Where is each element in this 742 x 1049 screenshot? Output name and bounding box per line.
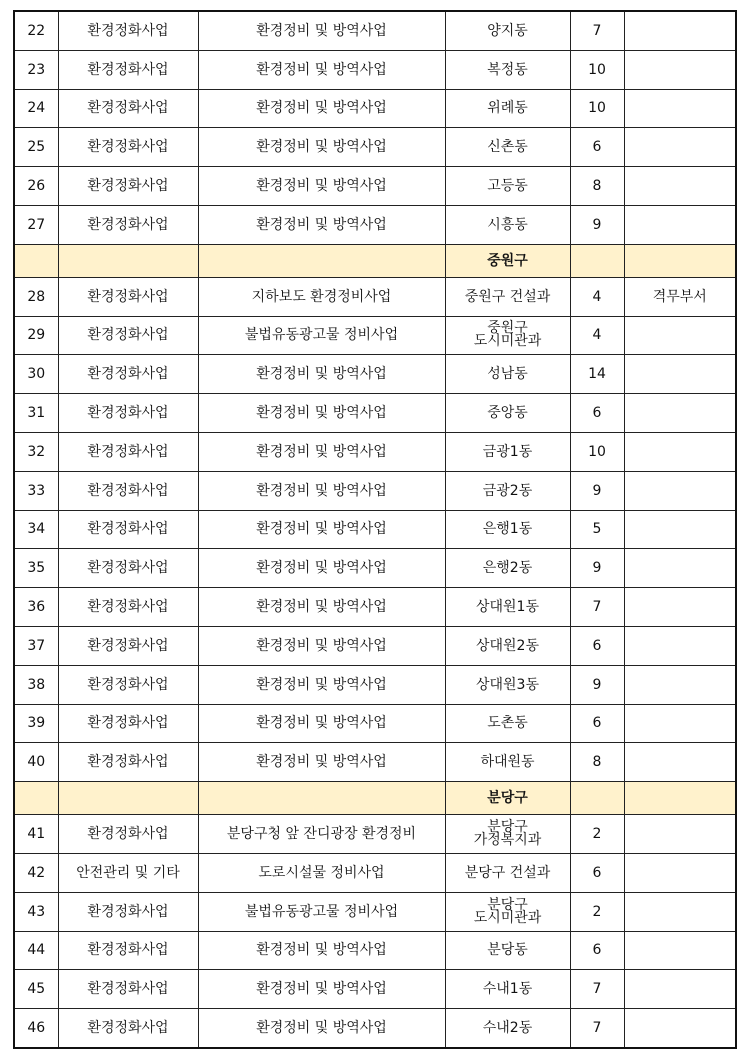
row-number: 25 (14, 128, 58, 167)
row-department-line: 도시미관과 (473, 333, 542, 350)
row-count: 4 (570, 316, 624, 355)
row-project: 환경정비 및 방역사업 (198, 205, 445, 244)
row-note (624, 549, 736, 588)
row-department: 은행2동 (445, 549, 570, 588)
row-note (624, 316, 736, 355)
section-title: 분당구 (445, 782, 570, 815)
table-row (14, 931, 736, 970)
table-row (14, 853, 736, 892)
row-project: 환경정비 및 방역사업 (198, 50, 445, 89)
table-row (14, 892, 736, 931)
row-note (624, 931, 736, 970)
row-department: 수내2동 (445, 1009, 570, 1048)
row-department (445, 316, 570, 355)
row-count: 5 (570, 510, 624, 549)
row-count: 7 (570, 11, 624, 50)
table-row (14, 549, 736, 588)
row-project: 환경정비 및 방역사업 (198, 128, 445, 167)
row-category: 환경정화사업 (58, 892, 198, 931)
row-count: 2 (570, 892, 624, 931)
row-project: 환경정비 및 방역사업 (198, 970, 445, 1009)
table-row (14, 665, 736, 704)
row-number: 38 (14, 665, 58, 704)
row-note (624, 970, 736, 1009)
row-category: 환경정화사업 (58, 665, 198, 704)
row-number: 37 (14, 626, 58, 665)
row-number: 26 (14, 167, 58, 206)
row-department: 금광2동 (445, 471, 570, 510)
row-category: 환경정화사업 (58, 931, 198, 970)
row-note (624, 432, 736, 471)
row-project: 환경정비 및 방역사업 (198, 167, 445, 206)
table-row (14, 970, 736, 1009)
section-project-cell (198, 782, 445, 815)
row-number: 32 (14, 432, 58, 471)
row-category: 안전관리 및 기타 (58, 853, 198, 892)
row-number: 44 (14, 931, 58, 970)
row-note (624, 853, 736, 892)
row-note (624, 665, 736, 704)
row-department: 중앙동 (445, 394, 570, 433)
row-count: 9 (570, 471, 624, 510)
row-department: 상대원2동 (445, 626, 570, 665)
row-department-line: 도시미관과 (473, 909, 542, 926)
section-note-cell (624, 782, 736, 815)
table-row (14, 815, 736, 854)
section-project-cell (198, 244, 445, 277)
row-number: 45 (14, 970, 58, 1009)
table-row (14, 588, 736, 627)
row-project: 환경정비 및 방역사업 (198, 11, 445, 50)
row-department: 복정동 (445, 50, 570, 89)
section-title: 중원구 (445, 244, 570, 277)
row-note (624, 815, 736, 854)
row-department: 분당동 (445, 931, 570, 970)
row-department: 성남동 (445, 355, 570, 394)
row-note (624, 11, 736, 50)
row-category: 환경정화사업 (58, 89, 198, 128)
table-row (14, 205, 736, 244)
row-department: 신촌동 (445, 128, 570, 167)
row-category: 환경정화사업 (58, 355, 198, 394)
row-department: 시흥동 (445, 205, 570, 244)
section-category-cell (58, 782, 198, 815)
table-row (14, 510, 736, 549)
row-note (624, 704, 736, 743)
section-count-cell (570, 782, 624, 815)
row-number: 46 (14, 1009, 58, 1048)
row-department: 중원구 건설과 (445, 277, 570, 316)
row-note (624, 50, 736, 89)
table-row (14, 432, 736, 471)
row-category: 환경정화사업 (58, 626, 198, 665)
table-row (14, 1009, 736, 1048)
row-number: 43 (14, 892, 58, 931)
row-count: 4 (570, 277, 624, 316)
row-number: 22 (14, 11, 58, 50)
row-note (624, 626, 736, 665)
row-category: 환경정화사업 (58, 1009, 198, 1048)
row-project: 환경정비 및 방역사업 (198, 432, 445, 471)
section-note-cell (624, 244, 736, 277)
row-project: 환경정비 및 방역사업 (198, 355, 445, 394)
table-row (14, 128, 736, 167)
table-row (14, 167, 736, 206)
row-count: 6 (570, 931, 624, 970)
row-count: 6 (570, 853, 624, 892)
table-row (14, 471, 736, 510)
row-category: 환경정화사업 (58, 50, 198, 89)
row-department-line: 분당구 (487, 896, 528, 913)
row-count: 8 (570, 167, 624, 206)
row-note (624, 394, 736, 433)
row-note (624, 588, 736, 627)
row-count: 14 (570, 355, 624, 394)
row-category: 환경정화사업 (58, 167, 198, 206)
row-project: 환경정비 및 방역사업 (198, 471, 445, 510)
row-project: 불법유동광고물 정비사업 (198, 316, 445, 355)
row-number: 31 (14, 394, 58, 433)
row-department: 도촌동 (445, 704, 570, 743)
row-project: 분당구청 앞 잔디광장 환경정비 (198, 815, 445, 854)
row-note (624, 89, 736, 128)
row-count: 6 (570, 704, 624, 743)
row-count: 7 (570, 970, 624, 1009)
row-department: 분당구 건설과 (445, 853, 570, 892)
row-count: 9 (570, 549, 624, 588)
row-number: 40 (14, 743, 58, 782)
row-project: 환경정비 및 방역사업 (198, 704, 445, 743)
row-count: 10 (570, 50, 624, 89)
table-row (14, 704, 736, 743)
table-row (14, 316, 736, 355)
section-no-cell (14, 244, 58, 277)
row-project: 환경정비 및 방역사업 (198, 626, 445, 665)
row-number: 42 (14, 853, 58, 892)
row-category: 환경정화사업 (58, 394, 198, 433)
row-category: 환경정화사업 (58, 11, 198, 50)
table-row (14, 89, 736, 128)
row-project: 환경정비 및 방역사업 (198, 549, 445, 588)
section-no-cell (14, 782, 58, 815)
row-department (445, 815, 570, 854)
row-category: 환경정화사업 (58, 128, 198, 167)
row-project: 도로시설물 정비사업 (198, 853, 445, 892)
table-row (14, 11, 736, 50)
row-department: 수내1동 (445, 970, 570, 1009)
row-count: 7 (570, 588, 624, 627)
row-category: 환경정화사업 (58, 743, 198, 782)
row-number: 23 (14, 50, 58, 89)
row-project: 불법유동광고물 정비사업 (198, 892, 445, 931)
row-count: 9 (570, 205, 624, 244)
table-row (14, 394, 736, 433)
row-department-line: 가정복지과 (473, 832, 542, 849)
volunteer-project-table (13, 10, 737, 1049)
section-row (14, 782, 736, 815)
section-row (14, 244, 736, 277)
row-note (624, 355, 736, 394)
row-count: 8 (570, 743, 624, 782)
row-category: 환경정화사업 (58, 205, 198, 244)
row-category: 환경정화사업 (58, 277, 198, 316)
row-note (624, 743, 736, 782)
row-note (624, 892, 736, 931)
table-row (14, 277, 736, 316)
row-project: 환경정비 및 방역사업 (198, 89, 445, 128)
row-number: 28 (14, 277, 58, 316)
row-department: 양지동 (445, 11, 570, 50)
row-department: 위례동 (445, 89, 570, 128)
table-row (14, 626, 736, 665)
row-count: 9 (570, 665, 624, 704)
row-project: 지하보도 환경정비사업 (198, 277, 445, 316)
row-number: 39 (14, 704, 58, 743)
table-body (14, 11, 736, 1048)
row-department-line: 중원구 (487, 320, 528, 337)
row-category: 환경정화사업 (58, 970, 198, 1009)
row-category: 환경정화사업 (58, 549, 198, 588)
row-count: 6 (570, 626, 624, 665)
row-project: 환경정비 및 방역사업 (198, 743, 445, 782)
row-category: 환경정화사업 (58, 815, 198, 854)
row-project: 환경정비 및 방역사업 (198, 394, 445, 433)
row-category: 환경정화사업 (58, 432, 198, 471)
row-note (624, 510, 736, 549)
row-note (624, 205, 736, 244)
row-number: 36 (14, 588, 58, 627)
row-number: 33 (14, 471, 58, 510)
row-department: 상대원1동 (445, 588, 570, 627)
row-department: 금광1동 (445, 432, 570, 471)
row-department (445, 892, 570, 931)
table-row (14, 743, 736, 782)
row-note (624, 167, 736, 206)
row-number: 30 (14, 355, 58, 394)
row-number: 34 (14, 510, 58, 549)
row-note: 격무부서 (624, 277, 736, 316)
row-note (624, 1009, 736, 1048)
section-count-cell (570, 244, 624, 277)
row-count: 6 (570, 394, 624, 433)
row-project: 환경정비 및 방역사업 (198, 1009, 445, 1048)
row-project: 환경정비 및 방역사업 (198, 931, 445, 970)
row-department: 하대원동 (445, 743, 570, 782)
row-number: 24 (14, 89, 58, 128)
table-row (14, 355, 736, 394)
row-count: 2 (570, 815, 624, 854)
row-category: 환경정화사업 (58, 510, 198, 549)
row-count: 10 (570, 432, 624, 471)
row-category: 환경정화사업 (58, 471, 198, 510)
row-department: 은행1동 (445, 510, 570, 549)
row-number: 35 (14, 549, 58, 588)
row-count: 10 (570, 89, 624, 128)
row-department: 고등동 (445, 167, 570, 206)
row-note (624, 471, 736, 510)
row-count: 7 (570, 1009, 624, 1048)
row-number: 29 (14, 316, 58, 355)
row-department: 상대원3동 (445, 665, 570, 704)
row-note (624, 128, 736, 167)
row-project: 환경정비 및 방역사업 (198, 510, 445, 549)
row-count: 6 (570, 128, 624, 167)
row-project: 환경정비 및 방역사업 (198, 665, 445, 704)
row-category: 환경정화사업 (58, 588, 198, 627)
row-department-line: 분당구 (487, 819, 528, 836)
table-row (14, 50, 736, 89)
row-category: 환경정화사업 (58, 316, 198, 355)
row-category: 환경정화사업 (58, 704, 198, 743)
row-number: 41 (14, 815, 58, 854)
section-category-cell (58, 244, 198, 277)
row-project: 환경정비 및 방역사업 (198, 588, 445, 627)
row-number: 27 (14, 205, 58, 244)
